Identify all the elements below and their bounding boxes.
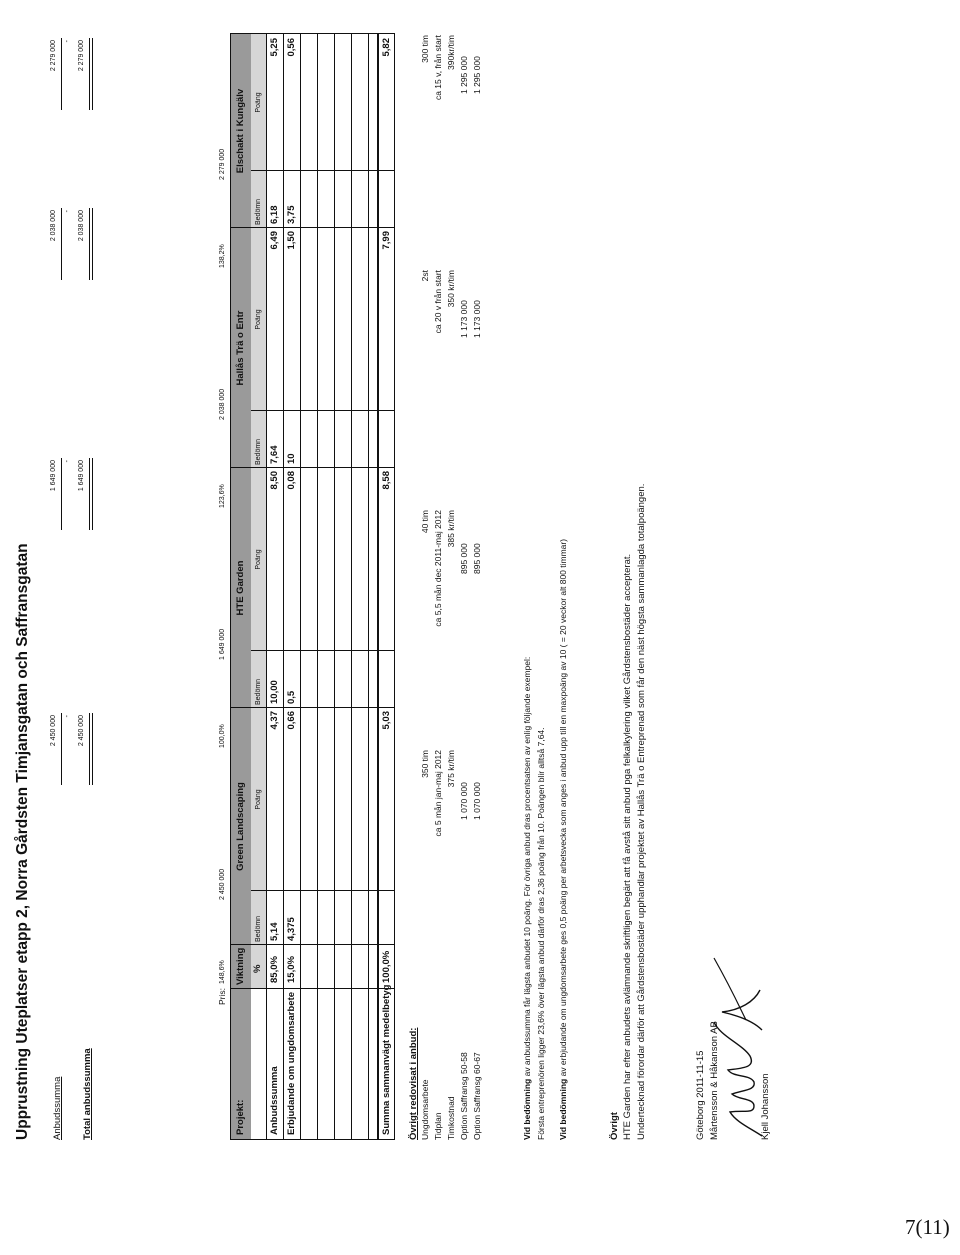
document-title: Upprustning Uteplatser etapp 2, Norra Gårdsten Timjansgatan och Saffransgatan — [14, 543, 31, 1140]
sum-value-1: 5,03 — [381, 711, 392, 730]
vendor-hallas-tra: Hallås Trä o Entr — [235, 310, 246, 386]
summary-dash-1: - — [64, 715, 71, 718]
summary-amount-1: 2 450 000 — [50, 715, 57, 747]
note-text-1: av anbudssumma får lägsta anbudet 10 poäng. För övriga anbud dras procentsatsen av enlig följande exempel: — [522, 656, 532, 1079]
ovrigt-c4-r1: 300 tim — [420, 35, 430, 63]
vendor-green-landscaping: Green Landscaping — [235, 782, 246, 871]
total-anbudssumma-label: Total anbudssumma — [82, 1048, 93, 1140]
cell-r2-poang-4: 0,56 — [286, 38, 297, 57]
pris-percent-1: 148,6% — [219, 960, 226, 984]
pris-amount-3: 2 038 000 — [219, 388, 226, 420]
row-label-ungdomsarbete: Erbjudande om ungdomsarbete — [286, 991, 297, 1135]
ovrigt-c2-r3: 385 kr/tim — [446, 510, 456, 548]
bedomn-label-3: Bedömn — [255, 438, 262, 465]
ovrigt-c1-r4: 1 070 000 — [459, 782, 469, 820]
ovrigt-c4-r4: 1 295 000 — [459, 56, 469, 94]
poang-label-2: Poäng — [255, 549, 262, 570]
ovrigt2-line-1: HTE Garden har efter anbudets avlämnande skriftligen begärt att få avstå sitt anbud pga felkalkylering vilket Gårdstensbostäder accepterat. — [622, 553, 633, 1140]
ovrigt-c3-r1: 2st — [420, 270, 430, 282]
ovrigt-c3-r2: ca 20 v från start — [433, 270, 443, 334]
row-label-anbudssumma: Anbudssumma — [269, 1066, 280, 1135]
note-ungdomsarbete — [558, 539, 568, 1140]
bedomn-label-4: Bedömn — [255, 198, 262, 225]
ovrigt-c2-r4: 895 000 — [459, 543, 469, 574]
cell-r2-bedomn-3: 10 — [286, 453, 297, 464]
ovrigt-label-tidplan: Tidplan — [433, 1112, 443, 1140]
percent-label: % — [252, 964, 263, 973]
cell-r1-bedomn-4: 6,18 — [269, 205, 280, 224]
signature-place-date: Göteborg 2011-11-15 — [695, 1050, 706, 1140]
summary-total-3: 2 038 000 — [78, 210, 85, 242]
poang-label-1: Poäng — [255, 789, 262, 810]
sum-label: Summa sammanvägt medelbetyg — [381, 984, 392, 1135]
ovrigt-c1-r5: 1 070 000 — [472, 782, 482, 820]
cell-r2-bedomn-2: 0,5 — [286, 690, 297, 704]
ovrigt-c3-r5: 1 173 000 — [472, 300, 482, 338]
ovrigt-c4-r5: 1 295 000 — [472, 56, 482, 94]
poang-label-4: Poäng — [255, 92, 262, 113]
cell-r1-bedomn-1: 5,14 — [269, 922, 280, 941]
cell-r1-poang-2: 8,50 — [269, 471, 280, 490]
cell-r1-poang-3: 6,49 — [269, 231, 280, 250]
ovrigt-c3-r4: 1 173 000 — [459, 300, 469, 338]
cell-r1-bedomn-3: 7,64 — [269, 445, 280, 464]
pris-amount-2: 1 649 000 — [219, 628, 226, 660]
signature-org: Mårtensson & Håkanson AB — [709, 1021, 720, 1140]
summary-dash-2: - — [64, 460, 71, 463]
ovrigt2-line-2: Undertecknad förordar därför att Gårdstensbostäder upphandlar projektet av Hallås Trä o Entreprenad som får den näst högsta sammanlagda totalpoängen. — [636, 483, 647, 1140]
pris-label: Pris: — [217, 988, 227, 1005]
ovrigt-c2-r1: 40 tim — [420, 510, 430, 534]
cell-r1-bedomn-2: 10,00 — [269, 680, 280, 704]
cell-r1-poang-4: 5,25 — [269, 38, 280, 57]
ovrigt-c2-r5: 895 000 — [472, 543, 482, 574]
note-anbudssumma — [522, 657, 532, 1140]
signature-name: Kjell Johansson — [760, 1073, 771, 1140]
ovrigt2-heading: Övrigt — [609, 1112, 620, 1140]
ovrigt-label-option-50-58: Option Saffransg 50-58 — [459, 1052, 469, 1140]
pris-percent-3: 123,6% — [219, 484, 226, 508]
projekt-label: Projekt: — [235, 1099, 246, 1135]
ovrigt-c3-r3: 350 kr/tim — [446, 270, 456, 308]
summary-total-2: 1 649 000 — [78, 460, 85, 492]
sum-value-3: 7,99 — [381, 231, 392, 250]
cell-r2-poang-1: 0,66 — [286, 711, 297, 730]
cell-r2-poang-2: 0,08 — [286, 471, 297, 490]
vendor-elschakt: Elschakt i Kungälv — [235, 88, 246, 174]
row-weight-ungdomsarbete: 15,0% — [286, 956, 297, 983]
bedomn-label-1: Bedömn — [255, 915, 262, 942]
sum-value-2: 8,58 — [381, 471, 392, 490]
poang-label-3: Poäng — [255, 309, 262, 330]
summary-total-4: 2 279 000 — [78, 40, 85, 72]
sum-value-4: 5,82 — [381, 38, 392, 57]
cell-r2-bedomn-1: 4,375 — [286, 917, 297, 941]
pris-amount-4: 2 279 000 — [219, 148, 226, 180]
summary-dash-3: - — [64, 210, 71, 213]
summary-total-1: 2 450 000 — [78, 715, 85, 747]
row-weight-anbudssumma: 85,0% — [269, 956, 280, 983]
ovrigt-c1-r1: 350 tim — [420, 750, 430, 778]
bedomn-label-2: Bedömn — [255, 678, 262, 705]
summary-amount-3: 2 038 000 — [50, 210, 57, 242]
pris-percent-2: 100,0% — [219, 724, 226, 748]
note-text-3: av erbjudande om ungdomsarbete ges 0,5 poäng per arbetsvecka som anges i anbud upp till en maxpoäng av 10 ( = 20 veckor alt 800 timmar) — [558, 538, 568, 1079]
ovrigt-c2-r2: ca 5,5 mån dec 2011-maj 2012 — [433, 510, 443, 627]
cell-r1-poang-1: 4,37 — [269, 711, 280, 730]
note-bold-2: Vid bedömning — [558, 1078, 568, 1140]
ovrigt-heading: Övrigt redovisat i anbud: — [408, 1027, 419, 1140]
cell-r2-poang-3: 1,50 — [286, 231, 297, 250]
pris-percent-4: 138,2% — [219, 244, 226, 268]
summary-dash-4: - — [64, 40, 71, 43]
ovrigt-c4-r3: 390kr/tim — [446, 35, 456, 70]
ovrigt-c4-r2: ca 15 v, från start — [433, 35, 443, 101]
pris-amount-1: 2 450 000 — [219, 868, 226, 900]
anbudssumma-label: Anbudssumma — [52, 1076, 63, 1140]
ovrigt-label-ungdomsarbete: Ungdomsarbete — [420, 1079, 430, 1140]
page-number: 7(11) — [905, 1215, 950, 1239]
ovrigt-c1-r2: ca 5 mån jan-maj 2012 — [433, 750, 443, 837]
summary-amount-4: 2 279 000 — [50, 40, 57, 72]
note-bold-1: Vid bedömning — [522, 1078, 532, 1140]
evaluation-table — [230, 33, 395, 1140]
cell-r2-bedomn-4: 3,75 — [286, 205, 297, 224]
vendor-hte-garden: HTE Garden — [235, 560, 246, 616]
viktning-label: Viktning — [235, 947, 246, 985]
ovrigt-c1-r3: 375 kr/tim — [446, 750, 456, 788]
note-example: Första entreprenören ligger 23,6% över lägsta anbud därför dras 2,36 poäng från 10. Poängen blir alltså 7,64. — [536, 727, 546, 1140]
ovrigt-label-option-60-67: Option Saffransg 60-67 — [472, 1052, 482, 1140]
ovrigt-label-timkostnad: Timkostnad — [446, 1096, 456, 1140]
sum-weight: 100,0% — [381, 950, 392, 983]
summary-amount-2: 1 649 000 — [50, 460, 57, 492]
